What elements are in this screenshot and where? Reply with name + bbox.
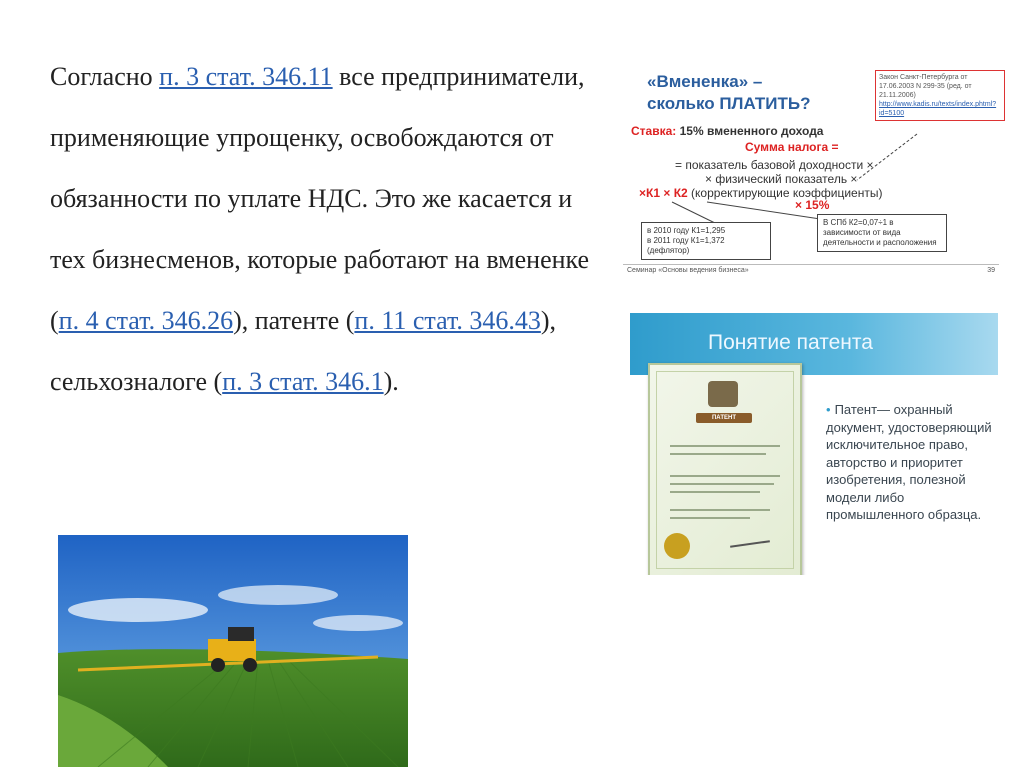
formula-line-2: × физический показатель ×: [705, 172, 858, 186]
cloud: [68, 598, 208, 622]
slide-page-number: 39: [987, 267, 995, 274]
sprayer-wheel: [243, 658, 257, 672]
link-article-346-26[interactable]: п. 4 стат. 346.26: [58, 306, 234, 335]
rate-value: 15% вмененного дохода: [679, 124, 824, 138]
link-article-346-43[interactable]: п. 11 стат. 346.43: [354, 306, 541, 335]
certificate-text-line: [670, 445, 780, 447]
formula-line-1: = показатель базовой доходности ×: [675, 158, 874, 172]
patent-certificate-image: [648, 363, 802, 575]
gold-seal-icon: [664, 533, 690, 559]
sum-label: Сумма налога =: [745, 140, 839, 154]
text-part-1: Согласно: [50, 62, 160, 91]
law-reference-link[interactable]: http://www.kadis.ru/texts/index.phtml?id=5100: [879, 101, 997, 117]
cloud: [218, 585, 338, 605]
coat-of-arms-icon: [708, 381, 738, 407]
cloud: [313, 615, 403, 631]
link-article-346-11[interactable]: п. 3 стат. 346.11: [159, 62, 333, 91]
patent-definition-text: Патент— охранный документ, удостоверяющий исключительное право, авторство и приоритет изобретения, полезной модели либо промышленного образца.: [826, 402, 992, 522]
coefficients-text: (корректирующие коэффициенты): [691, 186, 883, 200]
main-paragraph: [50, 46, 610, 412]
footer-divider: [623, 264, 999, 265]
sprayer-cab: [228, 627, 254, 641]
vmenenka-slide-image: [617, 62, 1005, 284]
text-part-5: ).: [383, 367, 399, 396]
field-photo-illustration: [58, 535, 408, 767]
k1-factor: ×К1: [639, 186, 661, 200]
certificate-text-line: [670, 491, 760, 493]
seminar-footer: Семинар «Основы ведения бизнеса»: [627, 267, 749, 274]
field-sprayer-photo: [58, 535, 408, 767]
sprayer-body: [208, 639, 256, 661]
patent-slide-image: [630, 313, 998, 575]
certificate-label: ПАТЕНТ: [696, 413, 752, 423]
text-part-2: все предприниматели, применяющие упрощенку, освобождаются от обязанности по уплате НДС. Это же касается и тех бизнесменов, которые работают на вмененке (: [50, 62, 590, 335]
k2-factor: × К2: [663, 186, 688, 200]
vmenenka-title-line1: «Вмененка» –: [647, 72, 763, 91]
patent-definition: [826, 401, 992, 524]
vmenenka-title-line2: сколько ПЛАТИТЬ?: [647, 94, 811, 113]
certificate-text-line: [670, 483, 774, 485]
certificate-text-line: [670, 509, 770, 511]
k1-box: в 2010 году К1=1,295 в 2011 году К1=1,372 (дефлятор): [641, 222, 771, 260]
patent-title: Понятие патента: [708, 331, 873, 354]
k2-box: В СПб К2=0,07÷1 в зависимости от вида деятельности и расположения: [817, 214, 947, 252]
certificate-text-line: [670, 517, 750, 519]
certificate-text-line: [670, 453, 766, 455]
certificate-text-line: [670, 475, 780, 477]
rate-label: Ставка:: [631, 124, 677, 138]
bullet-icon: •: [826, 402, 831, 417]
formula-line-4: × 15%: [795, 198, 830, 212]
link-article-346-1[interactable]: п. 3 стат. 346.1: [222, 367, 384, 396]
sprayer-wheel: [211, 658, 225, 672]
law-reference-text: Закон Санкт-Петербурга от 17.06.2003 N 299-35 (ред. от 21.11.2006): [879, 74, 972, 99]
text-part-3: ), патенте (: [233, 306, 355, 335]
text-part-4: ), сельхозналоге (: [50, 306, 557, 396]
